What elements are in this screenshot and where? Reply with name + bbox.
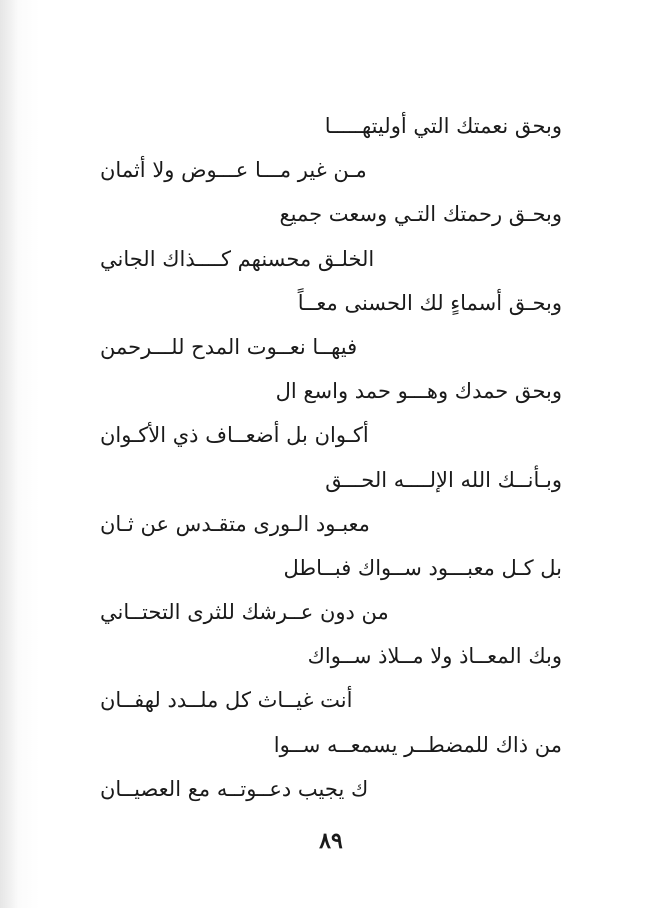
verse-line-2: مـن غير مـــا عـــوض ولا أثمان [100,158,367,183]
page-number: ٨٩ [319,828,343,854]
verse-line-11: بل كـل معبـــود ســواك فبــاطل [283,555,562,580]
verse-line-7: وبحق حمدك وهـــو حمد واسع ال [275,379,562,404]
page-gutter-shadow [0,0,18,908]
verse-line-6: فيهــا نعــوت المدح للـــرحمن [100,334,358,359]
poem-block [80,104,600,811]
verse-line-4: الخلـق محسنهم كــــذاك الجاني [100,246,375,271]
verse-line-1: وبحق نعمتك التي أوليتهـــــا [324,114,562,138]
verse-line-16: ك يجيب دعــوتــه مع العصيــان [100,776,369,801]
verse-line-8: أكـوان بل أضعــاف ذي الأكـوان [100,423,369,448]
verse-line-14: أنت غيــاث كل ملــدد لهفــان [100,688,353,713]
verse-line-3: وبحـق رحمتك التـي وسعت جميع [279,202,562,227]
verse-line-9: وبـأنــك الله الإلــــه الحـــق [325,467,562,492]
verse-line-13: وبك المعــاذ ولا مــلاذ ســواك [307,644,562,669]
verse-line-10: معبـود الـورى متقـدس عن ثـان [100,511,370,536]
verse-line-5: وبحـق أسماءٍ لك الحسنى معــاً [297,290,562,315]
verse-line-12: من دون عــرشك للثرى التحتــاني [100,600,389,625]
verse-line-15: من ذاك للمضطــر يسمعــه ســوا [273,732,562,757]
